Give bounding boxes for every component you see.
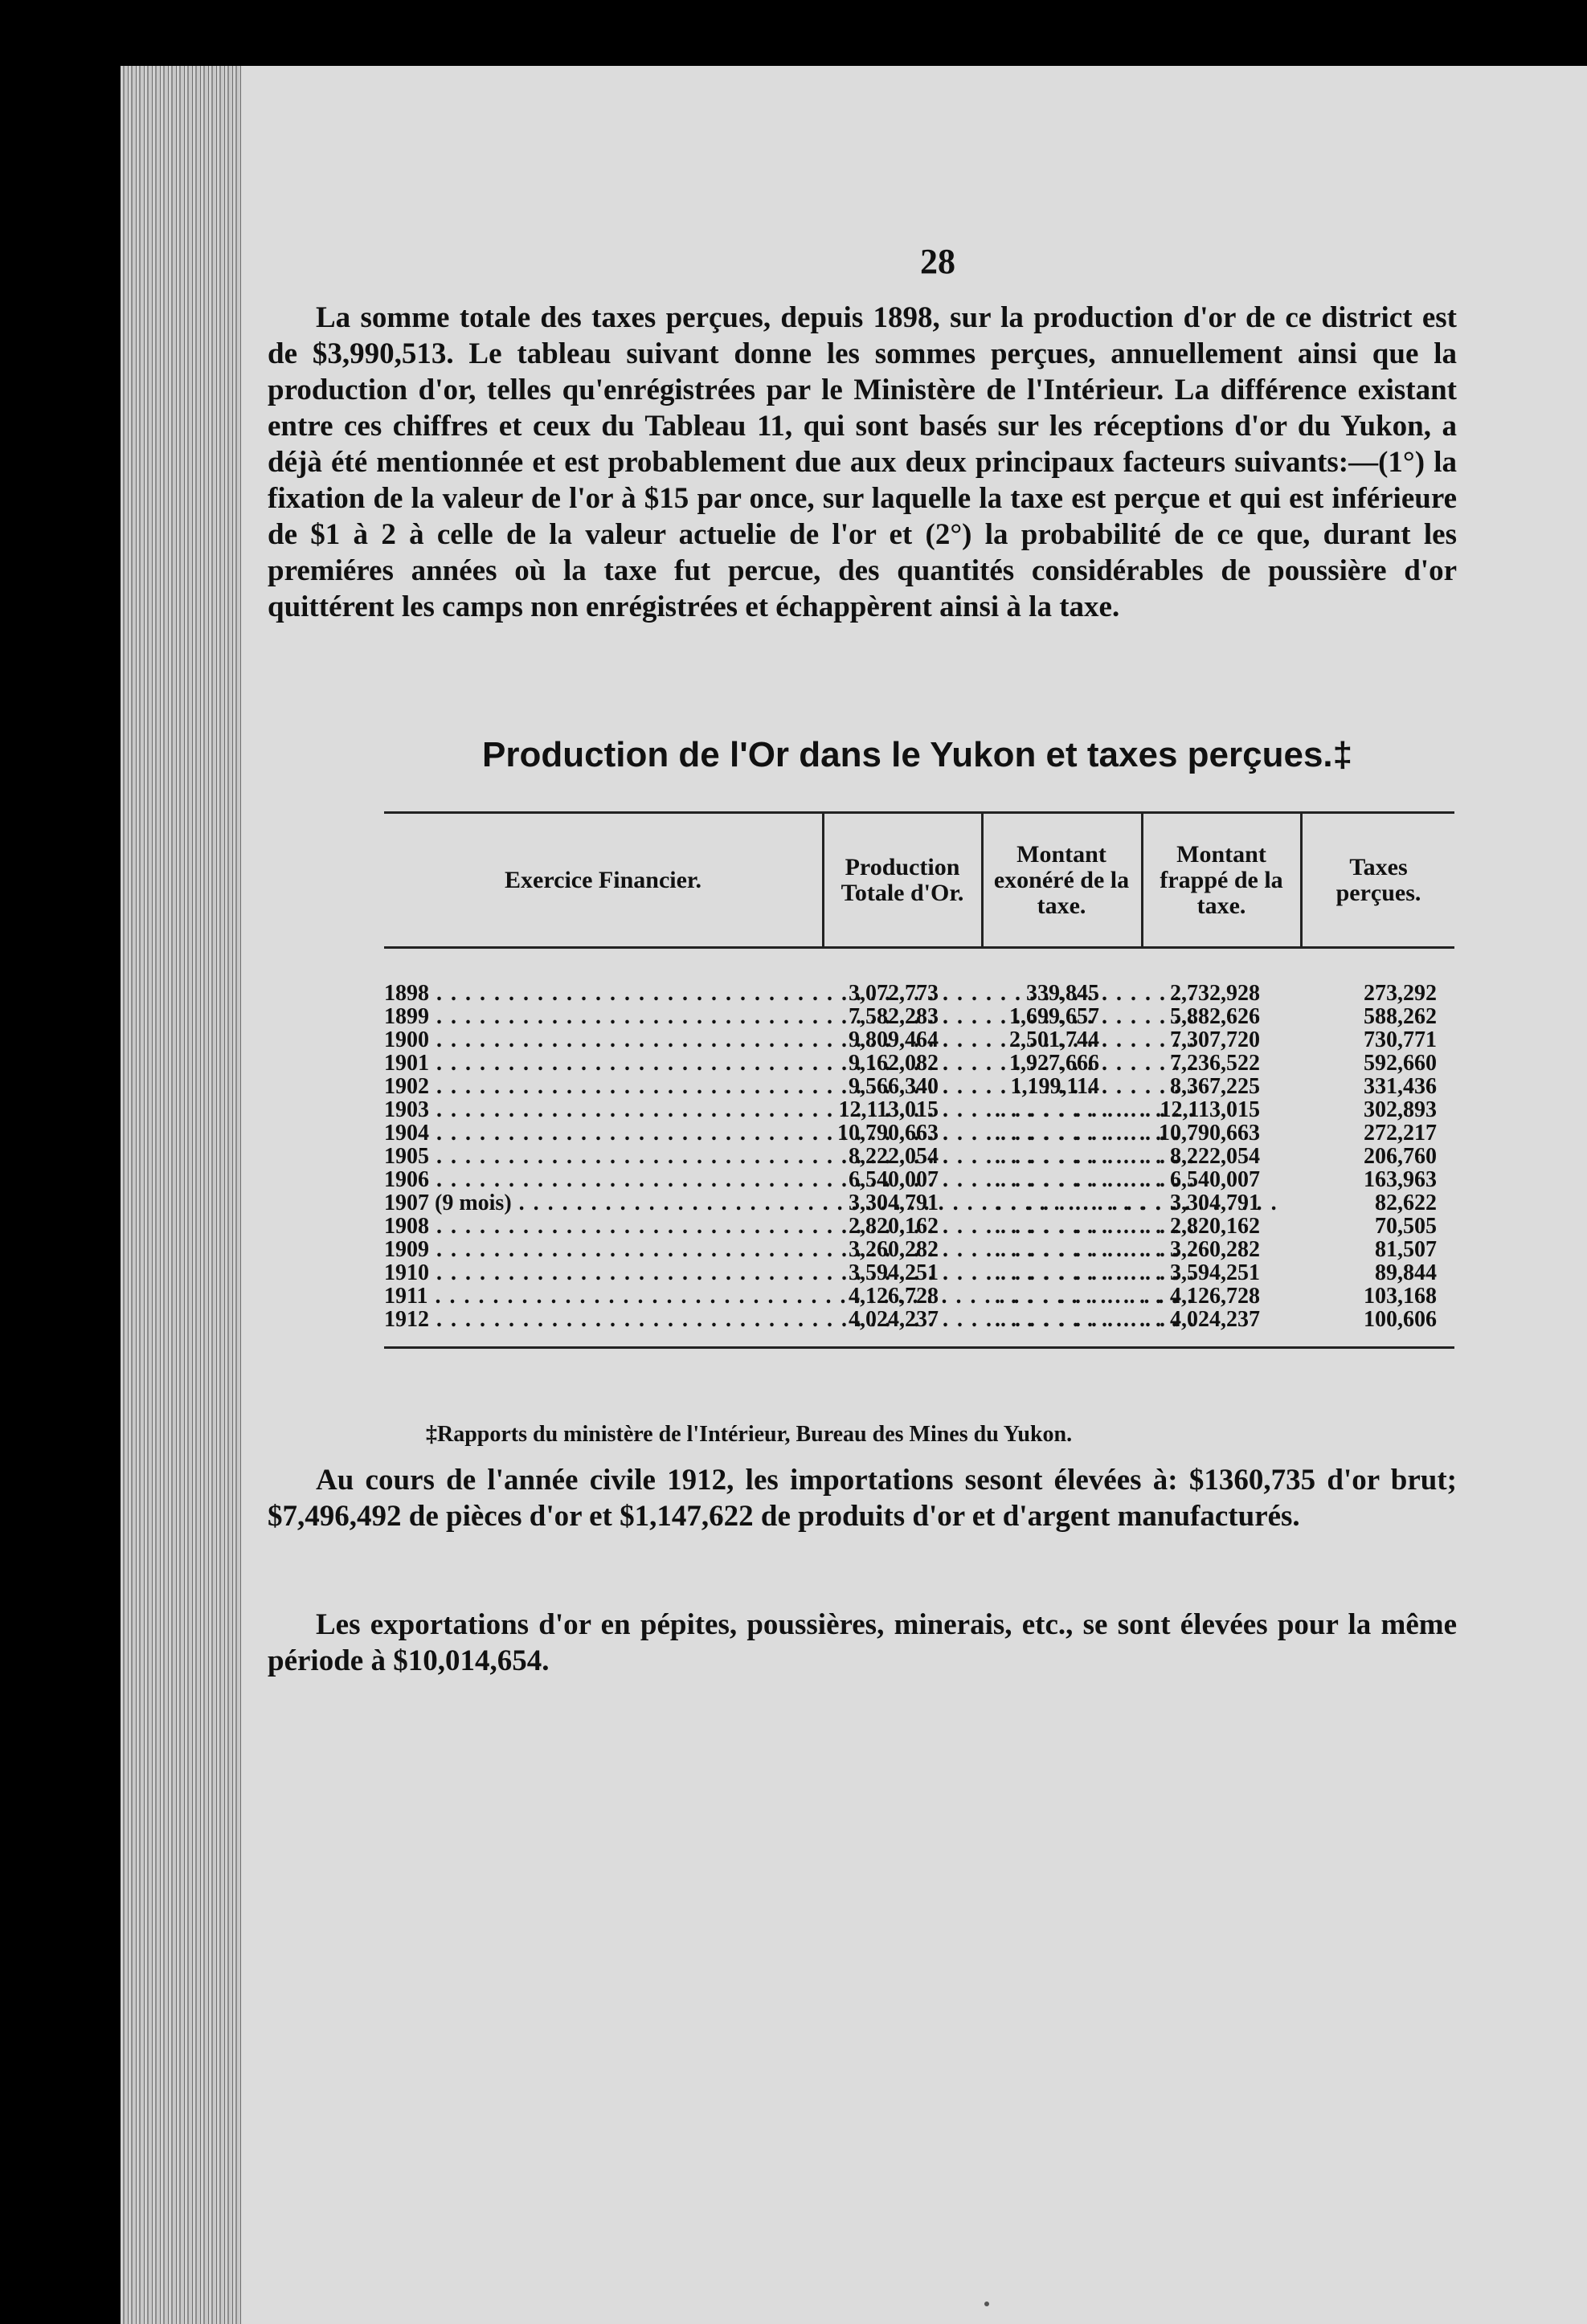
row-production: 12,113,015 — [838, 1097, 939, 1122]
column-divider — [822, 814, 824, 946]
row-taxes: 100,606 — [1364, 1307, 1437, 1332]
row-year: 1908 . . . — [384, 1214, 818, 1240]
row-taxes: 206,760 — [1364, 1144, 1437, 1169]
row-year: 1903 . . . — [384, 1097, 818, 1123]
row-production: 4,126,728 — [849, 1284, 939, 1309]
row-taxed: 12,113,015 — [1160, 1097, 1260, 1122]
leader-dots: . . . . . . . . . . . . — [995, 1307, 1180, 1332]
table-row — [384, 1167, 1454, 1191]
row-taxed: 4,126,728 — [1170, 1284, 1260, 1309]
table-row — [384, 1191, 1454, 1214]
row-taxes: 592,660 — [1364, 1051, 1437, 1076]
leader-dots: . . . . . . . . . . . . — [995, 1214, 1180, 1239]
column-divider — [1141, 814, 1143, 946]
row-taxed: 2,732,928 — [1170, 981, 1260, 1006]
row-year: 1907 (9 mois) . . . — [384, 1191, 818, 1216]
book-page-edges — [121, 66, 241, 2324]
header-production: Production Totale d'Or. — [841, 853, 964, 906]
row-taxed: 6,540,007 — [1170, 1167, 1260, 1192]
row-taxes: 163,963 — [1364, 1167, 1437, 1192]
row-year: 1910 . . . — [384, 1260, 818, 1286]
table-row — [384, 1121, 1454, 1144]
table-title: Production de l'Or dans le Yukon et taxes perçues.‡ — [482, 735, 1353, 774]
row-production: 2,820,162 — [849, 1214, 939, 1239]
row-production: 4,024,237 — [849, 1307, 939, 1332]
header-year: Exercice Financier. — [505, 866, 701, 893]
row-taxed: 7,236,522 — [1170, 1051, 1260, 1076]
table-row — [384, 1214, 1454, 1237]
row-exempt: 1,699,657 — [1009, 1004, 1099, 1029]
leader-dots: . . . . . . . . . . . . — [995, 1191, 1180, 1215]
row-taxes: 730,771 — [1364, 1027, 1437, 1052]
row-taxed: 3,304,791 — [1170, 1191, 1260, 1215]
table-row — [384, 1074, 1454, 1097]
row-year: 1909 . . . — [384, 1237, 818, 1263]
header-taxed: Montant frappé de la taxe. — [1160, 840, 1283, 919]
row-production: 10,790,663 — [837, 1121, 939, 1146]
row-year: 1898 . . . — [384, 981, 818, 1007]
row-production: 3,304,791 — [849, 1191, 939, 1215]
table-body — [384, 949, 1454, 1330]
leader-dots: . . . . . . . . . . . . — [995, 1121, 1180, 1146]
table-row — [384, 1260, 1454, 1284]
row-production: 3,260,282 — [849, 1237, 939, 1262]
row-taxed: 8,367,225 — [1170, 1074, 1260, 1099]
row-taxes: 331,436 — [1364, 1074, 1437, 1099]
scan-speck — [984, 2302, 989, 2306]
row-taxes: 81,507 — [1375, 1237, 1437, 1262]
row-taxes: 82,622 — [1375, 1191, 1437, 1215]
row-production: 9,566,340 — [849, 1074, 939, 1099]
header-exempt: Montant exonéré de la taxe. — [993, 840, 1130, 919]
row-production: 3,594,251 — [849, 1260, 939, 1285]
row-taxed: 5,882,626 — [1170, 1004, 1260, 1029]
row-year: 1906 . . . — [384, 1167, 818, 1193]
leader-dots: . . . . . . . . . . . . — [995, 1284, 1180, 1309]
row-taxes: 70,505 — [1375, 1214, 1437, 1239]
row-taxes: 302,893 — [1364, 1097, 1437, 1122]
row-exempt: 1,199,114 — [1010, 1074, 1099, 1099]
leader-dots: . . . . . . . . . . . . — [995, 1167, 1180, 1192]
row-year: 1900 . . . — [384, 1027, 818, 1053]
row-taxed: 7,307,720 — [1170, 1027, 1260, 1052]
page-number: 28 — [920, 242, 955, 281]
row-production: 6,540,007 — [849, 1167, 939, 1192]
row-exempt: 2,501,744 — [1009, 1027, 1099, 1052]
row-taxed: 3,260,282 — [1170, 1237, 1260, 1262]
row-production: 9,162,082 — [849, 1051, 939, 1076]
row-year: 1911 . . . — [384, 1284, 818, 1309]
row-year: 1902 . . . — [384, 1074, 818, 1100]
table-row — [384, 1284, 1454, 1307]
row-year: 1905 . . . — [384, 1144, 818, 1170]
row-taxed: 2,820,162 — [1170, 1214, 1260, 1239]
table-row — [384, 1237, 1454, 1260]
row-taxed: 4,024,237 — [1170, 1307, 1260, 1332]
table-row — [384, 1004, 1454, 1027]
leader-dots: . . . . . . . . . . . . — [995, 1097, 1180, 1122]
row-taxed: 10,790,663 — [1159, 1121, 1260, 1146]
leader-dots: . . . . . . . . . . . . — [995, 1144, 1180, 1169]
row-year: 1904 . . . — [384, 1121, 818, 1146]
intro-paragraph: La somme totale des taxes perçues, depuis 1898, sur la production d'or de ce district est de $3,990,513. Le tableau suivant donne les sommes perçues, annuellement ainsi que la production d'or, telles qu'enrégistrées par le Ministère de l'Intérieur. La différence existant entre ces chiffres et ceux du Tableau 11, qui sont basés sur les réceptions d'or du Yukon, a déjà été mentionnée et est probablement due aux deux principaux facteurs suivants:—(1°) la fixation de la valeur de l'or à $15 par once, sur laquelle la taxe est perçue et qui est inférieure de $1 à 2 à celle de la valeur actuelie de l'or et (2°) la probabilité de ce que, durant les premiéres années où la taxe fut percue, des quantités considérables de poussière d'or quittérent les camps non enrégistrées et échappèrent ainsi à la taxe. — [268, 301, 1457, 623]
table-footnote: ‡Rapports du ministère de l'Intérieur, Bureau des Mines du Yukon. — [426, 1422, 1073, 1447]
row-production: 9,809,464 — [849, 1027, 939, 1052]
row-taxes: 588,262 — [1364, 1004, 1437, 1029]
header-taxes: Taxes perçues. — [1335, 853, 1421, 906]
imports-paragraph: Au cours de l'année civile 1912, les importations sesont élevées à: $1360,735 d'or brut; $7,496,492 de pièces d'or et $1,147,622 de produits d'or et d'argent manufacturés. — [268, 1464, 1457, 1533]
exports-paragraph: Les exportations d'or en pépites, poussières, minerais, etc., se sont élevées pour la même période à $10,014,654. — [268, 1608, 1457, 1677]
row-year: 1912 . . . — [384, 1307, 818, 1333]
row-production: 8,222,054 — [849, 1144, 939, 1169]
row-taxes: 272,217 — [1364, 1121, 1437, 1146]
table-row — [384, 1144, 1454, 1167]
row-taxed: 3,594,251 — [1170, 1260, 1260, 1285]
leader-dots: . . . . . . . . . . . . — [995, 1237, 1180, 1262]
table-row — [384, 1307, 1454, 1330]
row-production: 3,072,773 — [849, 981, 939, 1006]
table-row — [384, 1051, 1454, 1074]
row-exempt: 339,845 — [1026, 981, 1099, 1006]
leader-dots: . . . . . . . . . . . . — [995, 1260, 1180, 1285]
table-bottom-rule — [384, 1346, 1454, 1349]
table-row — [384, 981, 1454, 1004]
row-taxes: 89,844 — [1375, 1260, 1437, 1285]
table-row — [384, 1027, 1454, 1051]
row-production: 7,582,283 — [849, 1004, 939, 1029]
row-exempt: 1,927,666 — [1009, 1051, 1099, 1076]
column-divider — [1300, 814, 1303, 946]
column-divider — [981, 814, 984, 946]
row-taxes: 103,168 — [1364, 1284, 1437, 1309]
gold-production-table — [384, 811, 1454, 1349]
row-taxes: 273,292 — [1364, 981, 1437, 1006]
table-row — [384, 1097, 1454, 1121]
row-taxed: 8,222,054 — [1170, 1144, 1260, 1169]
row-year: 1901 . . . — [384, 1051, 818, 1076]
row-year: 1899 . . . — [384, 1004, 818, 1030]
table-header-row — [384, 814, 1454, 949]
